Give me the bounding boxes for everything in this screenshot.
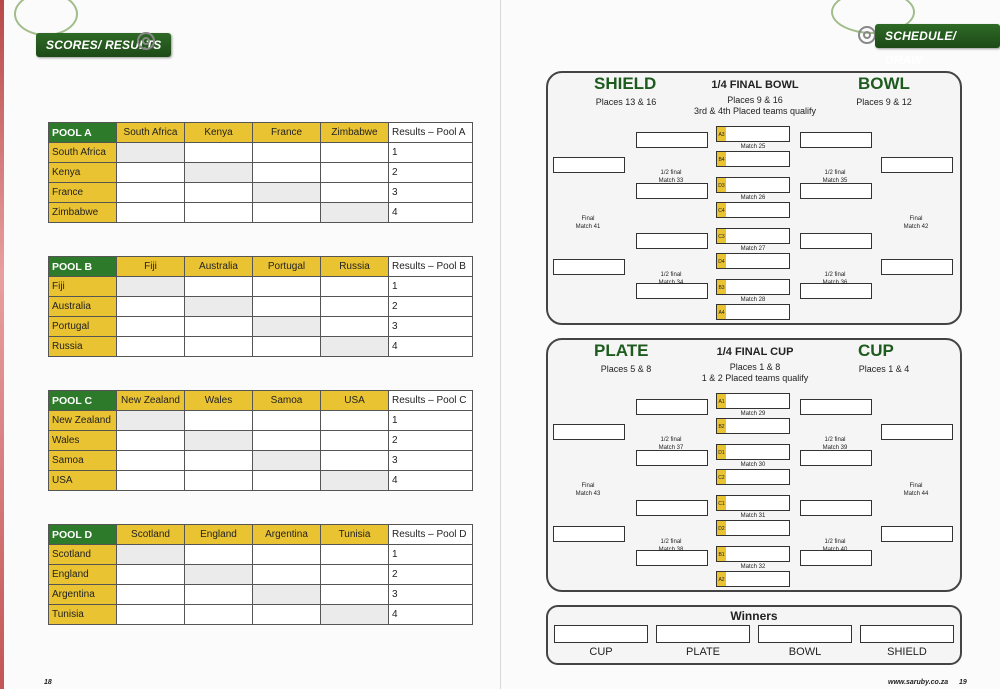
- semi-final-match: Match 37: [658, 445, 684, 451]
- score-cell[interactable]: [117, 277, 185, 297]
- semi-final-entry-box[interactable]: [636, 183, 708, 199]
- pool-team-row: [49, 143, 473, 163]
- pool-row-team: England: [49, 565, 117, 585]
- match-label: Match 31: [740, 513, 766, 519]
- score-cell[interactable]: [117, 585, 185, 605]
- pool-row-team: USA: [49, 471, 117, 491]
- score-cell[interactable]: [185, 431, 253, 451]
- semi-final-entry-box[interactable]: [800, 183, 872, 199]
- winner-entry-box[interactable]: [758, 625, 852, 643]
- qualifier-slot[interactable]: [716, 444, 790, 460]
- final-label: [881, 482, 951, 498]
- semi-final-stage: 1/2 final: [660, 437, 682, 443]
- qualifier-slot[interactable]: [716, 177, 790, 193]
- score-cell[interactable]: [117, 431, 185, 451]
- final-label: [553, 482, 623, 498]
- result-position[interactable]: 1: [389, 143, 473, 163]
- pool-row-team: Samoa: [49, 451, 117, 471]
- match-label: Match 27: [740, 246, 766, 252]
- pool-header-row: [49, 391, 473, 411]
- section-tab-schedule-draw: SCHEDULE/ DRAW: [875, 24, 1000, 48]
- score-cell[interactable]: [117, 297, 185, 317]
- pool-header-row: [49, 123, 473, 143]
- qualifier-code: B2: [717, 419, 726, 433]
- pool-team-row: [49, 317, 473, 337]
- pool-team-row: [49, 163, 473, 183]
- score-cell[interactable]: [321, 203, 389, 223]
- pool-column-team: Scotland: [117, 525, 185, 545]
- score-cell[interactable]: [321, 565, 389, 585]
- score-cell[interactable]: [253, 411, 321, 431]
- score-cell[interactable]: [321, 431, 389, 451]
- score-cell[interactable]: [321, 605, 389, 625]
- match-label: Match 32: [740, 564, 766, 570]
- page-edge: [0, 0, 4, 689]
- score-cell[interactable]: [253, 337, 321, 357]
- score-cell[interactable]: [321, 411, 389, 431]
- result-position[interactable]: 1: [389, 545, 473, 565]
- semi-final-entry-box[interactable]: [636, 500, 708, 516]
- match-label: Match 28: [740, 297, 766, 303]
- score-cell[interactable]: [253, 183, 321, 203]
- score-cell[interactable]: [117, 545, 185, 565]
- result-position[interactable]: 1: [389, 411, 473, 431]
- bracket-mid-places: Places 1 & 8: [729, 362, 781, 372]
- bracket-left-places: Places 13 & 16: [595, 97, 657, 107]
- score-cell[interactable]: [253, 143, 321, 163]
- score-cell[interactable]: [321, 451, 389, 471]
- score-cell[interactable]: [185, 451, 253, 471]
- result-position[interactable]: 2: [389, 431, 473, 451]
- pool-team-row: [49, 203, 473, 223]
- semi-final-label: [636, 436, 706, 452]
- score-cell[interactable]: [117, 203, 185, 223]
- winner-category-label: BOWL: [788, 646, 822, 658]
- result-position[interactable]: 4: [389, 605, 473, 625]
- final-stage: Final: [581, 483, 595, 489]
- pool-team-row: [49, 337, 473, 357]
- final-entry-box[interactable]: [881, 424, 953, 440]
- score-cell[interactable]: [253, 297, 321, 317]
- final-stage: Final: [909, 216, 923, 222]
- qualifier-code: C2: [717, 470, 726, 484]
- bracket-qualify-note: 1 & 2 Placed teams qualify: [701, 373, 809, 383]
- pool-name: POOL D: [49, 525, 117, 545]
- final-entry-box[interactable]: [553, 157, 625, 173]
- result-position[interactable]: 4: [389, 471, 473, 491]
- score-cell[interactable]: [185, 565, 253, 585]
- pool-column-team: Australia: [185, 257, 253, 277]
- final-match: Match 41: [575, 224, 601, 230]
- match-label: Match 29: [740, 411, 766, 417]
- results-header: Results – Pool B: [389, 257, 473, 277]
- semi-final-entry-box[interactable]: [636, 399, 708, 415]
- final-stage: Final: [581, 216, 595, 222]
- pool-row-team: Wales: [49, 431, 117, 451]
- bracket-mid-title: 1/4 FINAL BOWL: [711, 79, 799, 91]
- bracket-left-title: SHIELD: [594, 74, 657, 93]
- pool-row-team: Argentina: [49, 585, 117, 605]
- semi-final-stage: 1/2 final: [824, 437, 846, 443]
- score-cell[interactable]: [185, 277, 253, 297]
- qualifier-slot[interactable]: [716, 126, 790, 142]
- result-position[interactable]: 3: [389, 183, 473, 203]
- pool-column-team: Samoa: [253, 391, 321, 411]
- pool-team-row: [49, 585, 473, 605]
- semi-final-entry-box[interactable]: [800, 450, 872, 466]
- qualifier-code: C4: [717, 203, 726, 217]
- qualifier-code: B1: [717, 547, 726, 561]
- qualifier-slot[interactable]: [716, 469, 790, 485]
- semi-final-match: Match 35: [822, 178, 848, 184]
- score-cell[interactable]: [253, 545, 321, 565]
- score-cell[interactable]: [185, 545, 253, 565]
- bracket-qualify-note: 3rd & 4th Placed teams qualify: [693, 106, 817, 116]
- semi-final-entry-box[interactable]: [636, 132, 708, 148]
- bracket-left-title: PLATE: [594, 341, 649, 360]
- semi-final-label: [636, 538, 706, 554]
- score-cell[interactable]: [117, 451, 185, 471]
- qualifier-slot[interactable]: [716, 393, 790, 409]
- footer-url: www.saruby.co.za: [888, 679, 949, 686]
- pool-row-team: Kenya: [49, 163, 117, 183]
- pool-team-row: [49, 545, 473, 565]
- qualifier-code: A4: [717, 305, 726, 319]
- semi-final-label: [636, 271, 706, 287]
- score-cell[interactable]: [321, 143, 389, 163]
- score-cell[interactable]: [185, 143, 253, 163]
- semi-final-entry-box[interactable]: [800, 233, 872, 249]
- semi-final-entry-box[interactable]: [636, 450, 708, 466]
- semi-final-stage: 1/2 final: [824, 272, 846, 278]
- score-cell[interactable]: [117, 605, 185, 625]
- pool-column-team: New Zealand: [117, 391, 185, 411]
- score-cell[interactable]: [321, 183, 389, 203]
- bracket-left-places: Places 5 & 8: [600, 364, 652, 374]
- score-cell[interactable]: [117, 183, 185, 203]
- score-cell[interactable]: [321, 317, 389, 337]
- score-cell[interactable]: [253, 565, 321, 585]
- semi-final-stage: 1/2 final: [824, 539, 846, 545]
- pool-column-team: England: [185, 525, 253, 545]
- winner-entry-box[interactable]: [860, 625, 954, 643]
- qualifier-code: D3: [717, 178, 726, 192]
- bracket-mid-title: 1/4 FINAL CUP: [716, 346, 794, 358]
- semi-final-match: Match 40: [822, 547, 848, 553]
- pool-column-team: Zimbabwe: [321, 123, 389, 143]
- pool-name: POOL B: [49, 257, 117, 277]
- winner-category-label: SHIELD: [887, 646, 927, 658]
- semi-final-label: [800, 538, 870, 554]
- qualifier-code: A2: [717, 572, 726, 586]
- score-cell[interactable]: [253, 203, 321, 223]
- pool-name: POOL C: [49, 391, 117, 411]
- pool-team-row: [49, 431, 473, 451]
- results-header: Results – Pool C: [389, 391, 473, 411]
- qualifier-code: B4: [717, 152, 726, 166]
- semi-final-match: Match 34: [658, 280, 684, 286]
- page-number: 18: [44, 679, 52, 686]
- final-entry-box[interactable]: [553, 259, 625, 275]
- score-cell[interactable]: [253, 605, 321, 625]
- pool-column-team: Wales: [185, 391, 253, 411]
- final-entry-box[interactable]: [553, 424, 625, 440]
- pool-column-team: Tunisia: [321, 525, 389, 545]
- winner-category-label: PLATE: [685, 646, 721, 658]
- score-cell[interactable]: [185, 605, 253, 625]
- score-cell[interactable]: [253, 471, 321, 491]
- qualifier-code: D1: [717, 445, 726, 459]
- pool-team-row: [49, 297, 473, 317]
- pool-column-team: Fiji: [117, 257, 185, 277]
- pool-team-row: [49, 277, 473, 297]
- score-cell[interactable]: [185, 337, 253, 357]
- qualifier-slot[interactable]: [716, 253, 790, 269]
- pool-row-team: Fiji: [49, 277, 117, 297]
- pool-row-team: New Zealand: [49, 411, 117, 431]
- pool-column-team: France: [253, 123, 321, 143]
- bracket-mid-places: Places 9 & 16: [727, 95, 783, 105]
- score-cell[interactable]: [321, 163, 389, 183]
- swirl-decoration: [14, 0, 78, 36]
- qualifier-slot[interactable]: [716, 304, 790, 320]
- score-cell[interactable]: [185, 411, 253, 431]
- result-position[interactable]: 4: [389, 203, 473, 223]
- final-label: [881, 215, 951, 231]
- pool-row-team: Portugal: [49, 317, 117, 337]
- score-cell[interactable]: [185, 163, 253, 183]
- semi-final-stage: 1/2 final: [660, 170, 682, 176]
- result-position[interactable]: 3: [389, 317, 473, 337]
- pool-row-team: Zimbabwe: [49, 203, 117, 223]
- qualifier-slot[interactable]: [716, 151, 790, 167]
- score-cell[interactable]: [253, 317, 321, 337]
- results-header: Results – Pool A: [389, 123, 473, 143]
- winner-entry-box[interactable]: [554, 625, 648, 643]
- bracket-right-title: BOWL: [858, 74, 910, 93]
- qualifier-code: D2: [717, 521, 726, 535]
- score-cell[interactable]: [185, 317, 253, 337]
- score-cell[interactable]: [321, 471, 389, 491]
- qualifier-slot[interactable]: [716, 546, 790, 562]
- score-cell[interactable]: [117, 471, 185, 491]
- semi-final-label: [800, 169, 870, 185]
- pool-table: [48, 390, 473, 491]
- pool-column-team: USA: [321, 391, 389, 411]
- score-cell[interactable]: [321, 277, 389, 297]
- score-cell[interactable]: [117, 317, 185, 337]
- semi-final-entry-box[interactable]: [800, 132, 872, 148]
- winners-title: Winners: [730, 609, 778, 623]
- score-cell[interactable]: [253, 277, 321, 297]
- bracket-right-title: CUP: [858, 341, 894, 360]
- match-label: Match 30: [740, 462, 766, 468]
- bracket-right-places: Places 9 & 12: [856, 97, 912, 107]
- qualifier-slot[interactable]: [716, 495, 790, 511]
- pool-name: POOL A: [49, 123, 117, 143]
- qualifier-slot[interactable]: [716, 228, 790, 244]
- results-header: Results – Pool D: [389, 525, 473, 545]
- pool-row-team: Australia: [49, 297, 117, 317]
- score-cell[interactable]: [321, 585, 389, 605]
- qualifier-code: B3: [717, 280, 726, 294]
- score-cell[interactable]: [253, 585, 321, 605]
- qualifier-code: A3: [717, 127, 726, 141]
- final-entry-box[interactable]: [881, 259, 953, 275]
- result-position[interactable]: 4: [389, 337, 473, 357]
- pool-row-team: Russia: [49, 337, 117, 357]
- score-cell[interactable]: [185, 585, 253, 605]
- result-position[interactable]: 2: [389, 565, 473, 585]
- qualifier-slot[interactable]: [716, 279, 790, 295]
- pool-column-team: Russia: [321, 257, 389, 277]
- winners-panel: [546, 605, 962, 665]
- semi-final-match: Match 36: [822, 280, 848, 286]
- pool-column-team: South Africa: [117, 123, 185, 143]
- semi-final-label: [636, 169, 706, 185]
- qualifier-slot[interactable]: [716, 520, 790, 536]
- pool-row-team: South Africa: [49, 143, 117, 163]
- score-cell[interactable]: [117, 411, 185, 431]
- pool-team-row: [49, 565, 473, 585]
- result-position[interactable]: 1: [389, 277, 473, 297]
- semi-final-entry-box[interactable]: [800, 399, 872, 415]
- pool-team-row: [49, 471, 473, 491]
- page-number: 19: [959, 679, 967, 686]
- final-match: Match 44: [903, 491, 929, 497]
- score-cell[interactable]: [185, 183, 253, 203]
- semi-final-stage: 1/2 final: [660, 539, 682, 545]
- pool-header-row: [49, 525, 473, 545]
- score-cell[interactable]: [117, 565, 185, 585]
- score-cell[interactable]: [185, 297, 253, 317]
- semi-final-stage: 1/2 final: [660, 272, 682, 278]
- semi-final-label: [800, 271, 870, 287]
- score-cell[interactable]: [253, 451, 321, 471]
- score-cell[interactable]: [253, 163, 321, 183]
- target-icon: [137, 32, 155, 50]
- qualifier-code: D4: [717, 254, 726, 268]
- final-label: [553, 215, 623, 231]
- pool-team-row: [49, 411, 473, 431]
- qualifier-slot[interactable]: [716, 571, 790, 587]
- qualifier-slot[interactable]: [716, 202, 790, 218]
- final-entry-box[interactable]: [881, 157, 953, 173]
- score-cell[interactable]: [185, 471, 253, 491]
- score-cell[interactable]: [253, 431, 321, 451]
- pool-team-row: [49, 451, 473, 471]
- semi-final-stage: 1/2 final: [824, 170, 846, 176]
- winner-category-label: CUP: [589, 646, 613, 658]
- final-match: Match 42: [903, 224, 929, 230]
- bracket-right-places: Places 1 & 4: [858, 364, 910, 374]
- semi-final-match: Match 33: [658, 178, 684, 184]
- qualifier-slot[interactable]: [716, 418, 790, 434]
- match-label: Match 25: [740, 144, 766, 150]
- target-icon: [858, 26, 876, 44]
- pool-column-team: Kenya: [185, 123, 253, 143]
- score-cell[interactable]: [185, 203, 253, 223]
- score-cell[interactable]: [321, 297, 389, 317]
- semi-final-match: Match 39: [822, 445, 848, 451]
- semi-final-label: [800, 436, 870, 452]
- final-stage: Final: [909, 483, 923, 489]
- section-tab-scores-results: SCORES/ RESULTS: [36, 33, 171, 57]
- pool-column-team: Portugal: [253, 257, 321, 277]
- pool-team-row: [49, 183, 473, 203]
- pool-table: [48, 524, 473, 625]
- pool-column-team: Argentina: [253, 525, 321, 545]
- final-match: Match 43: [575, 491, 601, 497]
- pool-row-team: Scotland: [49, 545, 117, 565]
- result-position[interactable]: 2: [389, 163, 473, 183]
- semi-final-match: Match 38: [658, 547, 684, 553]
- pool-row-team: France: [49, 183, 117, 203]
- score-cell[interactable]: [321, 545, 389, 565]
- result-position[interactable]: 3: [389, 585, 473, 605]
- qualifier-code: C1: [717, 496, 726, 510]
- qualifier-code: A1: [717, 394, 726, 408]
- semi-final-entry-box[interactable]: [636, 233, 708, 249]
- pool-table: [48, 122, 473, 223]
- score-cell[interactable]: [117, 337, 185, 357]
- pool-row-team: Tunisia: [49, 605, 117, 625]
- pool-table: [48, 256, 473, 357]
- pool-header-row: [49, 257, 473, 277]
- winner-entry-box[interactable]: [656, 625, 750, 643]
- match-label: Match 26: [740, 195, 766, 201]
- qualifier-code: C3: [717, 229, 726, 243]
- semi-final-entry-box[interactable]: [800, 500, 872, 516]
- final-entry-box[interactable]: [553, 526, 625, 542]
- pool-team-row: [49, 605, 473, 625]
- score-cell[interactable]: [321, 337, 389, 357]
- score-cell[interactable]: [117, 143, 185, 163]
- result-position[interactable]: 3: [389, 451, 473, 471]
- final-entry-box[interactable]: [881, 526, 953, 542]
- result-position[interactable]: 2: [389, 297, 473, 317]
- score-cell[interactable]: [117, 163, 185, 183]
